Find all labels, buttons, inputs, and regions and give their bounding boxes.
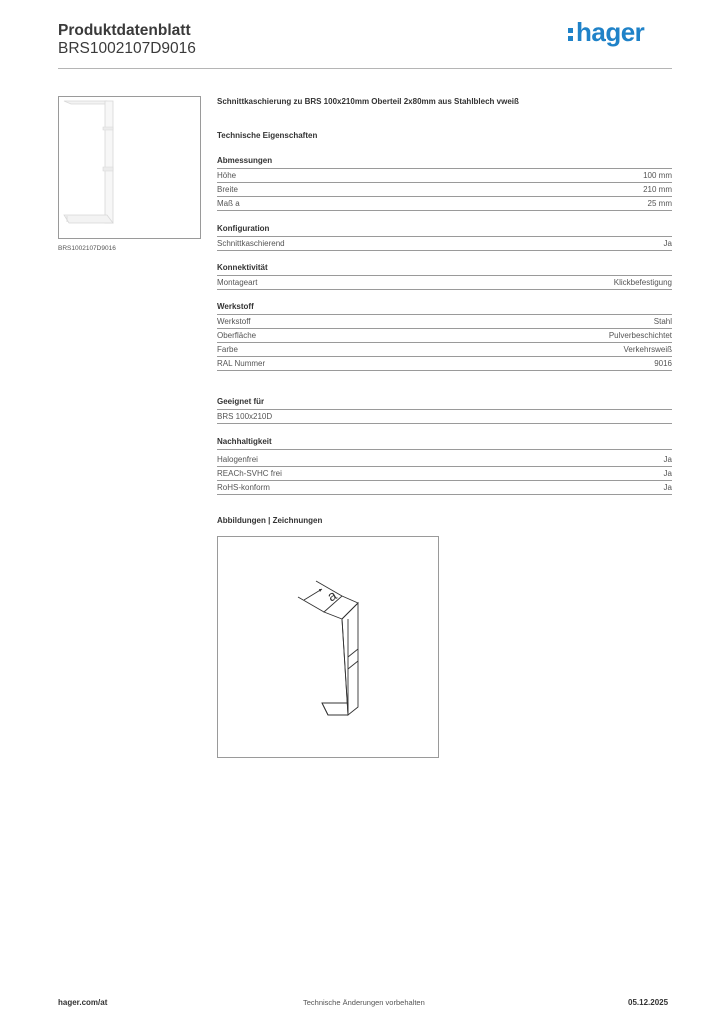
figures-heading: Abbildungen | Zeichnungen	[217, 516, 323, 525]
table-row	[217, 467, 672, 481]
row-value: Stahl	[653, 316, 672, 326]
row-value: Klickbefestigung	[613, 277, 672, 287]
row-value: 100 mm	[643, 170, 672, 180]
row-value: Ja	[663, 238, 672, 248]
table-row	[217, 276, 672, 290]
row-value: Ja	[663, 468, 672, 478]
logo-dots-icon	[568, 26, 574, 42]
technical-properties-title: Technische Eigenschaften	[217, 131, 318, 140]
table-row	[217, 329, 672, 343]
row-label: Montageart	[217, 277, 258, 287]
logo-text: hager	[576, 17, 645, 47]
row-value: Pulverbeschichtet	[608, 330, 672, 340]
table-row	[217, 183, 672, 197]
row-label: Farbe	[217, 344, 238, 354]
hager-logo	[568, 17, 644, 48]
product-code: BRS1002107D9016	[58, 40, 196, 57]
row-value: 210 mm	[643, 184, 672, 194]
row-label: Maß a	[217, 198, 240, 208]
section-konnektivitaet-heading: Konnektivität	[217, 263, 672, 276]
header-divider	[58, 68, 672, 69]
table-row	[217, 197, 672, 211]
thumbnail-caption: BRS1002107D9016	[58, 245, 116, 252]
product-description: Schnittkaschierung zu BRS 100x210mm Oberteil 2x80mm aus Stahlblech vweiß	[217, 97, 519, 106]
section-abmessungen-heading: Abmessungen	[217, 156, 672, 169]
table-row	[217, 343, 672, 357]
page-title: Produktdatenblatt	[58, 22, 191, 39]
table-row	[217, 237, 672, 251]
row-label: Schnittkaschierend	[217, 238, 285, 248]
section-konfiguration-heading: Konfiguration	[217, 224, 672, 237]
row-label: REACh-SVHC frei	[217, 468, 282, 478]
row-value: 9016	[654, 358, 672, 368]
section-nachhaltigkeit-heading: Nachhaltigkeit	[217, 437, 672, 450]
footer-website: hager.com/at	[58, 998, 108, 1007]
table-row	[217, 410, 672, 424]
row-label: Oberfläche	[217, 330, 257, 340]
footer-date: 05.12.2025	[628, 998, 669, 1007]
table-row	[217, 357, 672, 371]
row-value: Ja	[663, 454, 672, 464]
row-label: Halogenfrei	[217, 454, 258, 464]
row-value: 25 mm	[647, 198, 672, 208]
row-label: BRS 100x210D	[217, 411, 273, 421]
row-value: Ja	[663, 482, 672, 492]
row-label: Höhe	[217, 170, 237, 180]
section-werkstoff-heading: Werkstoff	[217, 302, 672, 315]
row-label: RoHS-konform	[217, 482, 270, 492]
table-row	[217, 481, 672, 495]
product-thumbnail	[58, 96, 201, 239]
row-value: Verkehrsweiß	[623, 344, 672, 354]
technical-drawing	[218, 537, 438, 757]
table-row	[217, 453, 672, 467]
section-geeignet-heading: Geeignet für	[217, 397, 672, 410]
product-thumbnail-image	[59, 97, 200, 238]
row-label: RAL Nummer	[217, 358, 266, 368]
table-row	[217, 315, 672, 329]
technical-drawing-frame	[217, 536, 439, 758]
row-label: Breite	[217, 184, 238, 194]
table-row	[217, 169, 672, 183]
row-label: Werkstoff	[217, 316, 251, 326]
footer-disclaimer: Technische Änderungen vorbehalten	[303, 998, 425, 1007]
dimension-label-a: a	[324, 586, 340, 605]
